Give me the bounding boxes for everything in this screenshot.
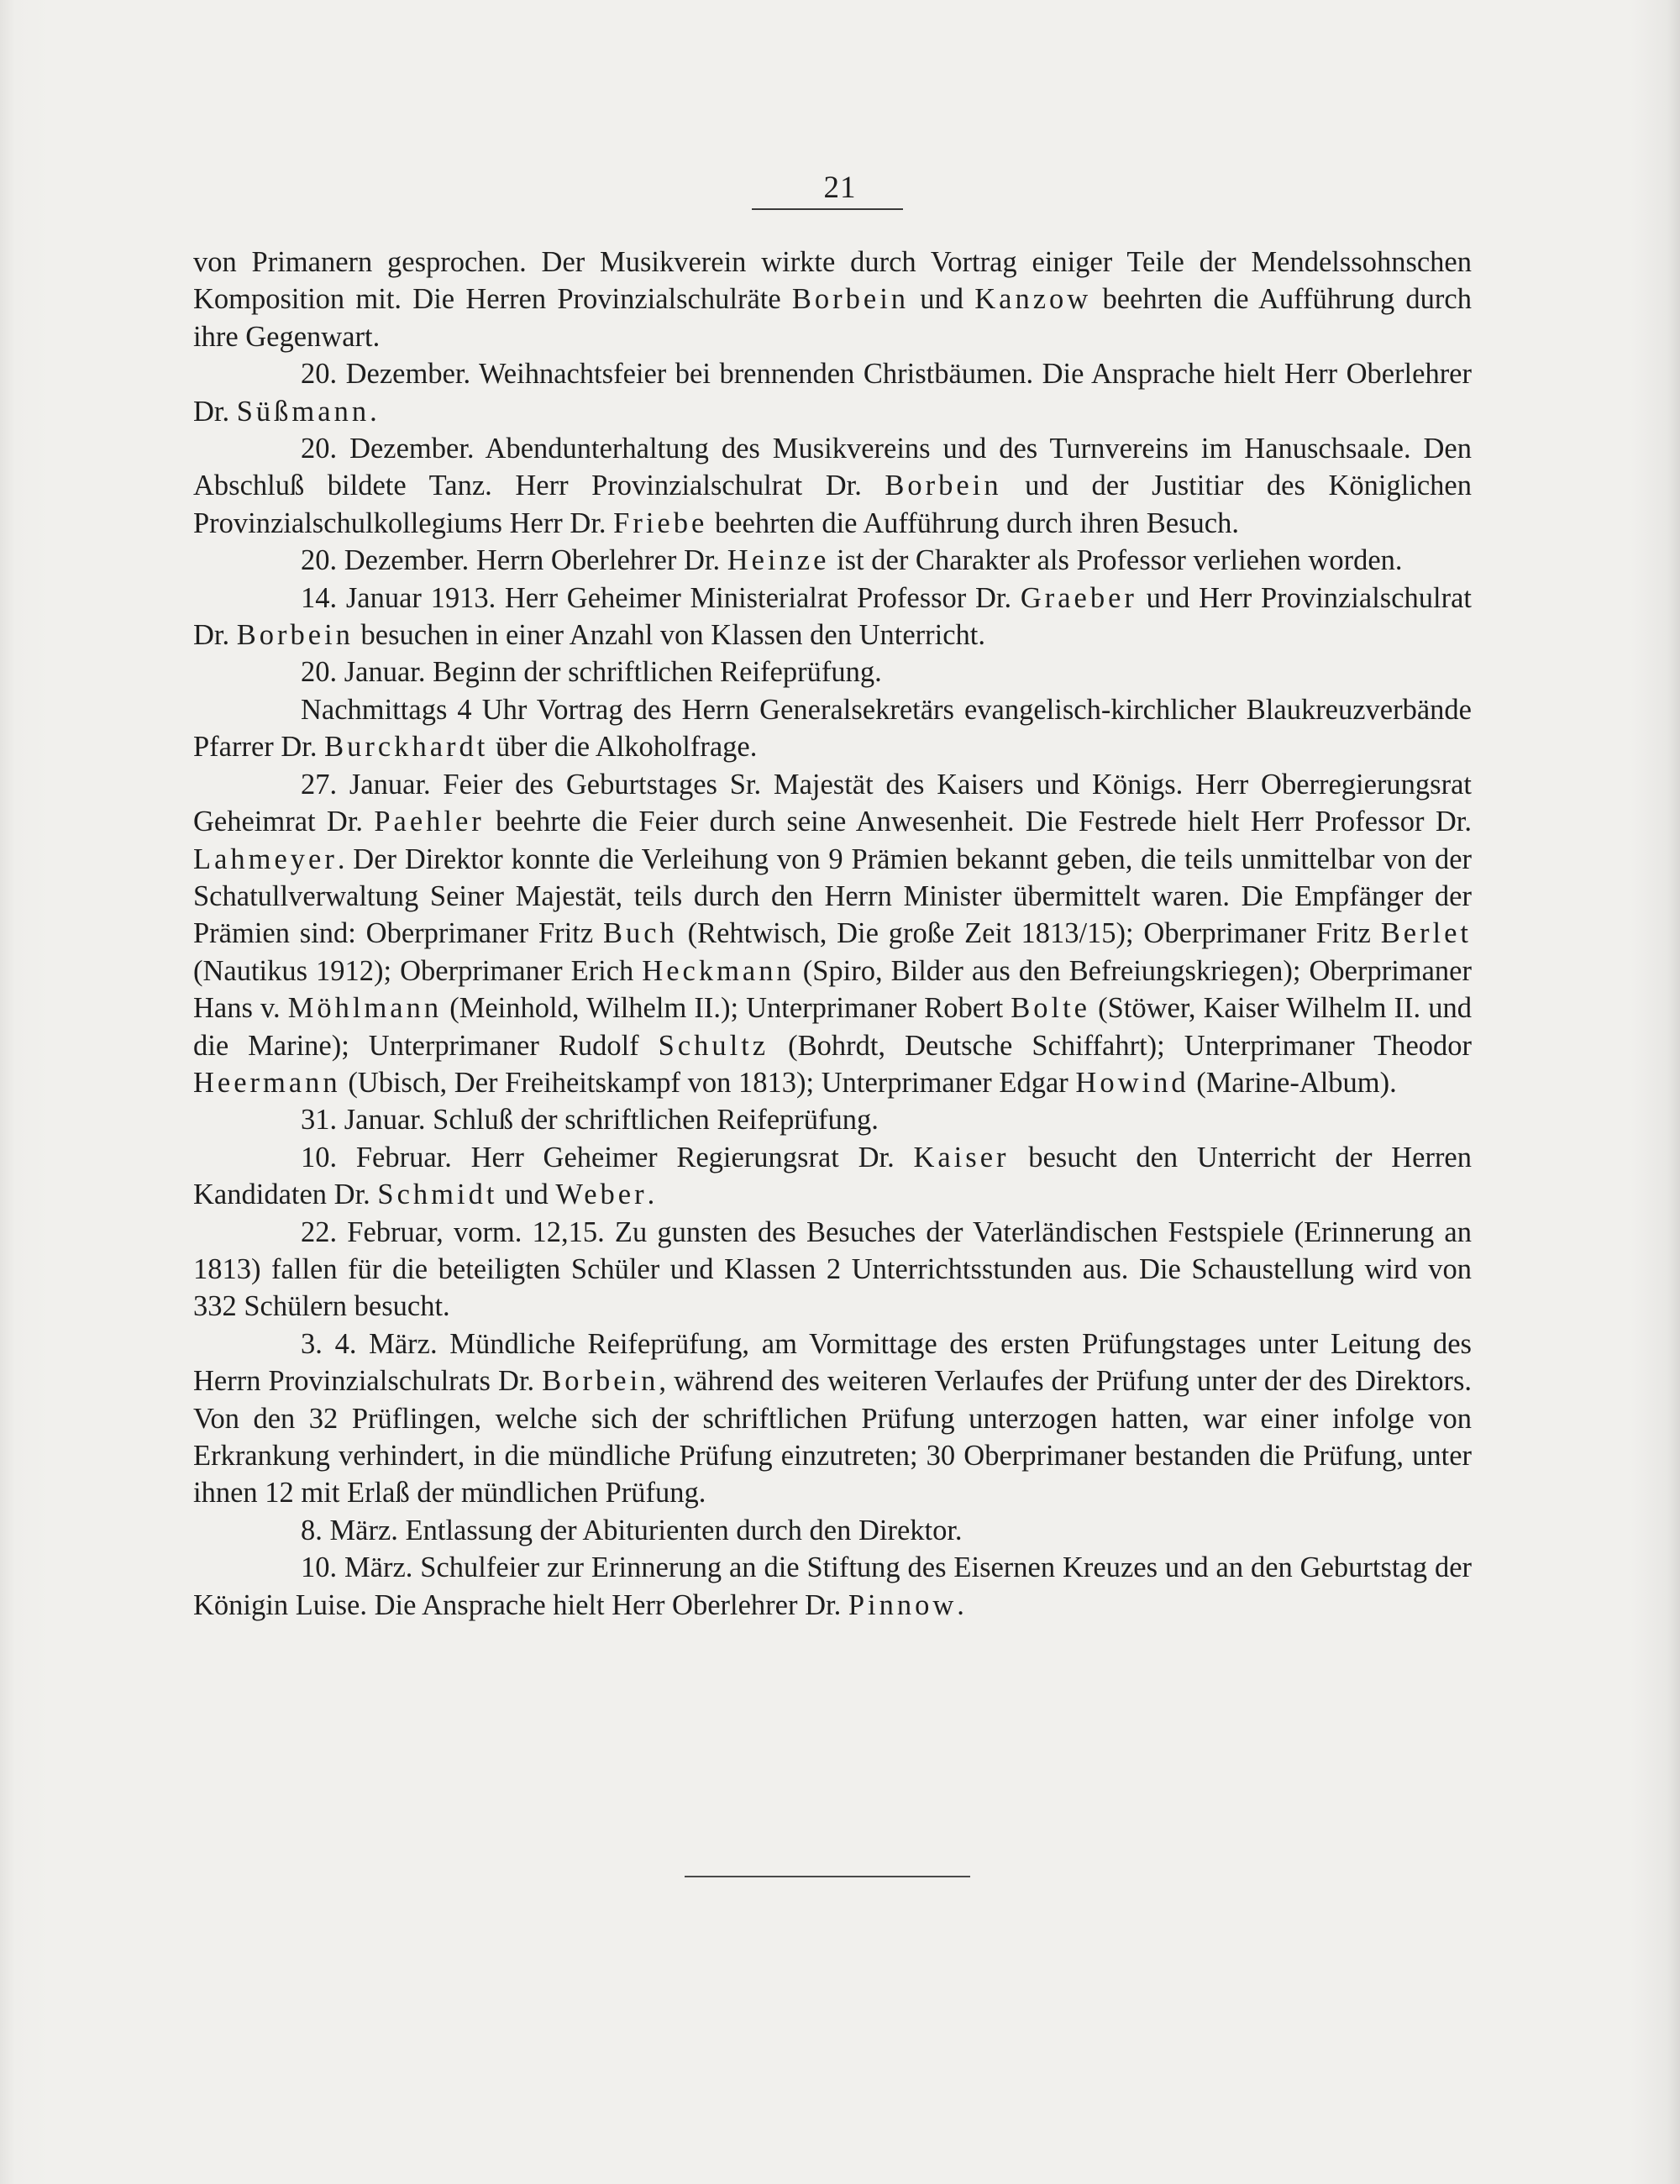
page-number-rule <box>752 208 903 210</box>
name-borbein: Borbein <box>885 470 1002 502</box>
name-howind: Howind <box>1075 1066 1189 1099</box>
paragraph-4: 20. Dezember. Herrn Oberlehrer Dr. Heinze ist der Charakter als Professor verliehen worden. <box>301 544 1403 577</box>
name-bolte: Bolte <box>1011 992 1090 1025</box>
paragraph-8: 27. Januar. Feier des Geburtstages Sr. Majestät des Kaisers und Königs. Herr Oberregierungsrat Geheimrat Dr. Paehler beehrte die Feier durch seine Anwesenheit. Die Festrede hielt Herr Professor Dr. Lahmeyer. Der Direktor konnte die Verleihung von 9 Prämien bekannt geben, die teils unmittelbar von der Schatullverwaltung Seiner Majestät, teils durch den Herrn Minister übermittelt waren. Die Empfänger der Prämien sind: Oberprimaner Fritz Buch (Rehtwisch, Die große Zeit 1813/15); Oberprimaner Fritz Berlet (Nautikus 1912); Oberprimaner Erich Heckmann (Spiro, Bilder aus den Befreiungskriegen); Oberprimaner Hans v. Möhlmann (Meinhold, Wilhelm II.); Unterprimaner Robert Bolte (Stöwer, Kaiser Wilhelm II. und die Marine); Unterprimaner Rudolf Schultz (Bohrdt, Deutsche Schiffahrt); Unterprimaner Theodor Heermann (Ubisch, Der Freiheitskampf von 1813); Unterprimaner Edgar Howind (Marine-Album). <box>193 768 1473 1099</box>
paragraph-14: 10. März. Schulfeier zur Erinnerung an die Stiftung des Eisernen Kreuzes und an den Geburtstag der Königin Luise. Die Ansprache hielt Herr Oberlehrer Dr. Pinnow. <box>193 1551 1472 1621</box>
end-rule <box>685 1876 970 1877</box>
name-schultz: Schultz <box>658 1029 769 1062</box>
paragraph-11: 22. Februar, vorm. 12,15. Zu gunsten des Besuches der Vaterländischen Festspiele (Erinnerung an 1813) fallen für die beteiligten Schüler und Klassen 2 Unterrichtsstunden aus. Die Schaustellung wird von 332 Schülern besucht. <box>193 1215 1472 1323</box>
name-friebe: Friebe <box>613 507 708 539</box>
name-borbein: Borbein <box>791 283 910 316</box>
name-suessmann: Süßmann <box>236 395 370 428</box>
paragraph-5: 14. Januar 1913. Herr Geheimer Ministerialrat Professor Dr. Graeber und Herr Provinzialschulrat Dr. Borbein besuchen in einer Anzahl von Klassen den Unterricht. <box>193 581 1472 652</box>
name-burckhardt: Burckhardt <box>324 731 489 764</box>
name-borbein: Borbein <box>542 1365 659 1398</box>
paragraph-6: 20. Januar. Beginn der schriftlichen Reifeprüfung. <box>301 656 882 689</box>
name-berlet: Berlet <box>1380 917 1472 950</box>
paragraph-1: von Primanern gesprochen. Der Musikverein wirkte durch Vortrag einiger Teile der Mendelssohnschen Komposition mit. Die Herren Provinzialschulräte Borbein und Kanzow beehrten die Aufführung durch ihre Gegenwart. <box>193 246 1472 353</box>
paragraph-9: 31. Januar. Schluß der schriftlichen Reifeprüfung. <box>301 1104 879 1137</box>
name-borbein: Borbein <box>236 619 354 652</box>
name-kaiser: Kaiser <box>913 1141 1010 1173</box>
paragraph-3: 20. Dezember. Abendunterhaltung des Musikvereins und des Turnvereins im Hanuschsaale. Den Abschluß bildete Tanz. Herr Provinzialschulrat Dr. Borbein und der Justitiar des Königlichen Provinzialschulkollegiums Herr Dr. Friebe beehrten die Aufführung durch ihren Besuch. <box>193 433 1472 539</box>
name-graeber: Graeber <box>1020 581 1137 614</box>
name-moehlmann: Möhlmann <box>287 992 443 1025</box>
page-number: 21 <box>823 171 857 205</box>
paragraph-10: 10. Februar. Herr Geheimer Regierungsrat Dr. Kaiser besucht den Unterricht der Herren Kandidaten Dr. Schmidt und Weber. <box>193 1141 1472 1211</box>
paragraph-7: Nachmittags 4 Uhr Vortrag des Herrn Generalsekretärs evangelisch-kirchlicher Blaukreuzverbände Pfarrer Dr. Burckhardt über die Alkoholfrage. <box>193 693 1472 764</box>
name-kanzow: Kanzow <box>974 283 1092 316</box>
name-pinnow: Pinnow <box>848 1588 958 1621</box>
paragraph-2: 20. Dezember. Weihnachtsfeier bei brennenden Christbäumen. Die Ansprache hielt Herr Oberlehrer Dr. Süßmann. <box>193 358 1472 428</box>
name-heermann: Heermann <box>193 1066 341 1099</box>
paragraph-13: 8. März. Entlassung der Abiturienten durch den Direktor. <box>301 1514 963 1546</box>
name-heinze: Heinze <box>727 544 830 577</box>
name-weber: Weber <box>555 1179 648 1211</box>
name-heckmann: Heckmann <box>642 954 795 987</box>
name-paehler: Paehler <box>374 806 485 838</box>
paragraph-12: 3. 4. März. Mündliche Reifeprüfung, am Vormittage des ersten Prüfungstages unter Leitung des Herrn Provinzialschulrats Dr. Borbein, während des weiteren Verlaufes der Prüfung unter der des Direktors. Von den 32 Prüflingen, welche sich der schriftlichen Prüfung unterzogen hatten, war einer infolge von Erkrankung verhindert, in die mündliche Prüfung einzutreten; 30 Oberprimaner bestanden die Prüfung, unter ihnen 12 mit Erlaß der mündlichen Prüfung. <box>193 1327 1472 1509</box>
name-lahmeyer: Lahmeyer <box>193 843 338 875</box>
text-body <box>193 244 1472 1624</box>
name-buch: Buch <box>602 917 678 950</box>
name-schmidt: Schmidt <box>377 1179 498 1211</box>
